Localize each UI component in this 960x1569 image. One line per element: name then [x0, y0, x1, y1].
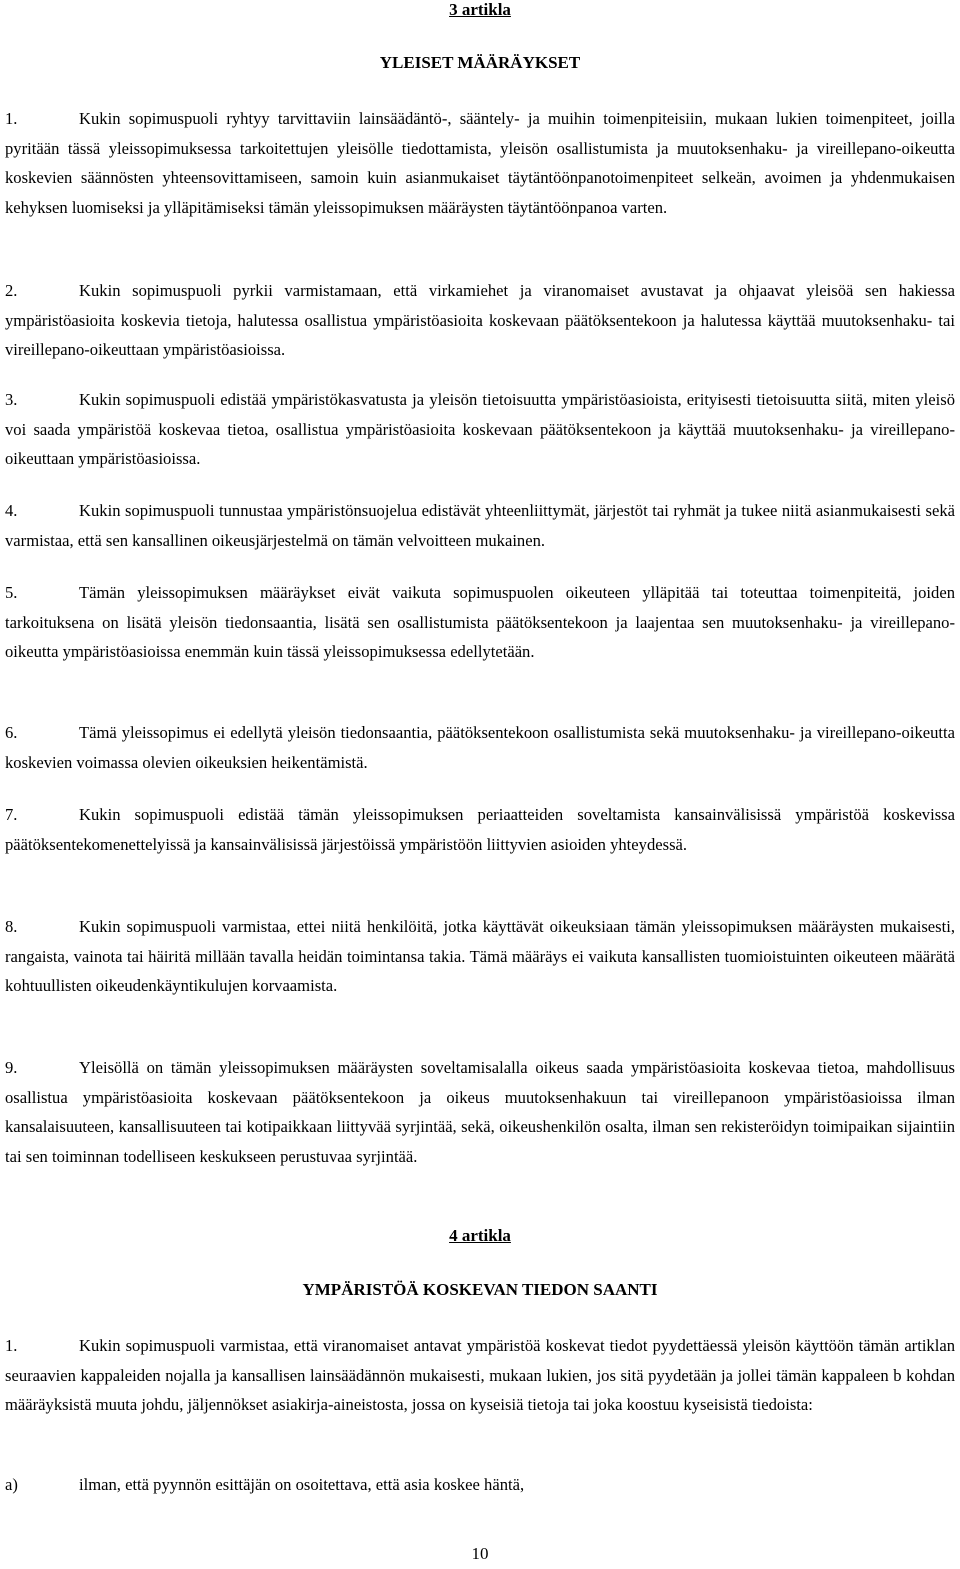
paragraph	[5, 496, 955, 555]
paragraph-number: 1.	[5, 1336, 18, 1355]
paragraph	[5, 104, 955, 222]
paragraph	[5, 1331, 955, 1420]
paragraph	[5, 578, 955, 667]
paragraph	[5, 1053, 955, 1171]
article-4-item-a	[5, 1470, 955, 1500]
paragraph-number: 7.	[5, 805, 18, 824]
list-item	[5, 1470, 955, 1500]
paragraph-number: 9.	[5, 1058, 18, 1077]
article-3-paragraph-8	[5, 912, 955, 1001]
paragraph-text: Tämän yleissopimuksen määräykset eivät vaikuta sopimuspuolen oikeuteen ylläpitää tai toteuttaa toimenpiteitä, joiden tarkoituksena on lisätä yleisön tiedonsaantia, lisätä sen osallistumista päätöksentekoon ja laajentaa sen muutoksenhaku- ja vireillepano-oikeutta ympäristöasioissa enemmän kuin tässä yleissopimuksessa edellytetään.	[5, 583, 955, 661]
paragraph	[5, 276, 955, 365]
paragraph-text: Kukin sopimuspuoli varmistaa, ettei niitä henkilöitä, jotka käyttävät oikeuksiaan tämän yleissopimuksen määräysten mukaisesti, rangaista, vainota tai häiritä millään tavalla heidän toimintansa takia. Tämä määräys ei vaikuta kansallisten tuomioistuinten oikeuteen määrätä kohtuullisten oikeudenkäyntikulujen korvaamista.	[5, 917, 955, 995]
paragraph-text: Kukin sopimuspuoli pyrkii varmistamaan, että virkamiehet ja viranomaiset avustavat ja ohjaavat yleisöä sen hakiessa ympäristöasioita koskevia tietoja, halutessa osallistua ympäristöasioita koskevaan päätöksentekoon ja halutessa käyttää muutoksenhaku- tai vireillepano-oikeuttaan ympäristöasioissa.	[5, 281, 955, 359]
paragraph-text: Yleisöllä on tämän yleissopimuksen määräysten soveltamisalalla oikeus saada ympäristöasioita koskevaa tietoa, mahdollisuus osallistua ympäristöasioita koskevaan päätöksentekoon ja oikeus muutoksenhakuun tai vireillepanoon ympäristöasioissa ilman kansalaisuuteen, kansallisuuteen tai kotipaikkaan liittyvää syrjintää, sekä, oikeushenkilön osalta, ilman sen rekisteröidyn toimipaikan sijaintiin tai sen toiminnan todelliseen keskukseen perustuvaa syrjintää.	[5, 1058, 955, 1166]
paragraph-text: Kukin sopimuspuoli edistää tämän yleissopimuksen periaatteiden soveltamista kansainvälisissä ympäristöä koskevissa päätöksentekomenettelyissä ja kansainvälisissä järjestöissä ympäristöön liittyvien asioiden yhteydessä.	[5, 805, 955, 854]
article-3-body	[5, 104, 955, 222]
paragraph	[5, 385, 955, 474]
article-4-heading: 4 artikla	[449, 1226, 511, 1245]
paragraph-number: 6.	[5, 723, 18, 742]
paragraph-number: 8.	[5, 917, 18, 936]
article-3-paragraph-5	[5, 578, 955, 667]
article-3-paragraph-2	[5, 276, 955, 365]
article-4-paragraph-1	[5, 1331, 955, 1420]
paragraph-text: Kukin sopimuspuoli varmistaa, että viranomaiset antavat ympäristöä koskevat tiedot pyydettäessä yleisön käyttöön tämän artiklan seuraavien kappaleiden nojalla ja kansallisen lainsäädännön mukaisesti, mukaan lukien, jos sitä pyydetään ja jollei tämän kappaleen b kohdan määräyksistä muuta johdu, jäljennökset asiakirja-aineistosta, jossa on kyseisiä tietoja tai joka koostuu kyseisistä tiedoista:	[5, 1336, 955, 1414]
paragraph-text: Kukin sopimuspuoli ryhtyy tarvittaviin lainsäädäntö-, sääntely- ja muihin toimenpiteisiin, mukaan lukien toimenpiteet, joilla pyritään tässä yleissopimuksessa tarkoitettujen yleisölle tiedottamista, yleisön osallistumista ja muutoksenhaku- ja vireillepano-oikeutta koskevien säännösten yhteensovittamiseen, samoin kuin asianmukaiset täytäntöönpanotoimenpiteet selkeän, avoimen ja yhdenmukaisen kehyksen luomiseksi ja ylläpitämiseksi tämän yleissopimuksen määräysten täytäntöönpanoa varten.	[5, 109, 955, 217]
article-3-paragraph-3	[5, 385, 955, 474]
article-3-paragraph-4	[5, 496, 955, 555]
article-3-paragraph-9	[5, 1053, 955, 1171]
article-3-heading: 3 artikla	[449, 0, 511, 19]
paragraph-text: Kukin sopimuspuoli tunnustaa ympäristönsuojelua edistävät yhteenliittymät, järjestöt tai ryhmät ja tukee niitä asianmukaisesti sekä varmistaa, että sen kansallinen oikeusjärjestelmä on tämän velvoitteen mukainen.	[5, 501, 955, 550]
paragraph	[5, 912, 955, 1001]
paragraph-number: 2.	[5, 281, 18, 300]
paragraph-text: Tämä yleissopimus ei edellytä yleisön tiedonsaantia, päätöksentekoon osallistumista sekä muutoksenhaku- ja vireillepano-oikeutta koskevien voimassa olevien oikeuksien heikentämistä.	[5, 723, 955, 772]
article-4-title: YMPÄRISTÖÄ KOSKEVAN TIEDON SAANTI	[302, 1280, 658, 1299]
paragraph	[5, 718, 955, 777]
paragraph-number: 4.	[5, 501, 18, 520]
paragraph	[5, 800, 955, 859]
article-3-paragraph-7	[5, 800, 955, 859]
paragraph-text: Kukin sopimuspuoli edistää ympäristökasvatusta ja yleisön tietoisuutta ympäristöasioista, erityisesti tietoisuutta siitä, miten yleisö voi saada ympäristöä koskevaa tietoa, osallistua ympäristöasioita koskevaan päätöksentekoon ja käyttää muutoksenhaku- ja vireillepano-oikeuttaan ympäristöasioissa.	[5, 390, 955, 468]
article-3-title: YLEISET MÄÄRÄYKSET	[379, 53, 581, 72]
paragraph-number: 1.	[5, 109, 18, 128]
paragraph-number: 5.	[5, 583, 18, 602]
page-number: 10	[471, 1544, 489, 1563]
item-text: ilman, että pyynnön esittäjän on osoitettava, että asia koskee häntä,	[79, 1475, 525, 1494]
item-label: a)	[5, 1475, 18, 1494]
paragraph-number: 3.	[5, 390, 18, 409]
article-3-paragraph-6	[5, 718, 955, 777]
